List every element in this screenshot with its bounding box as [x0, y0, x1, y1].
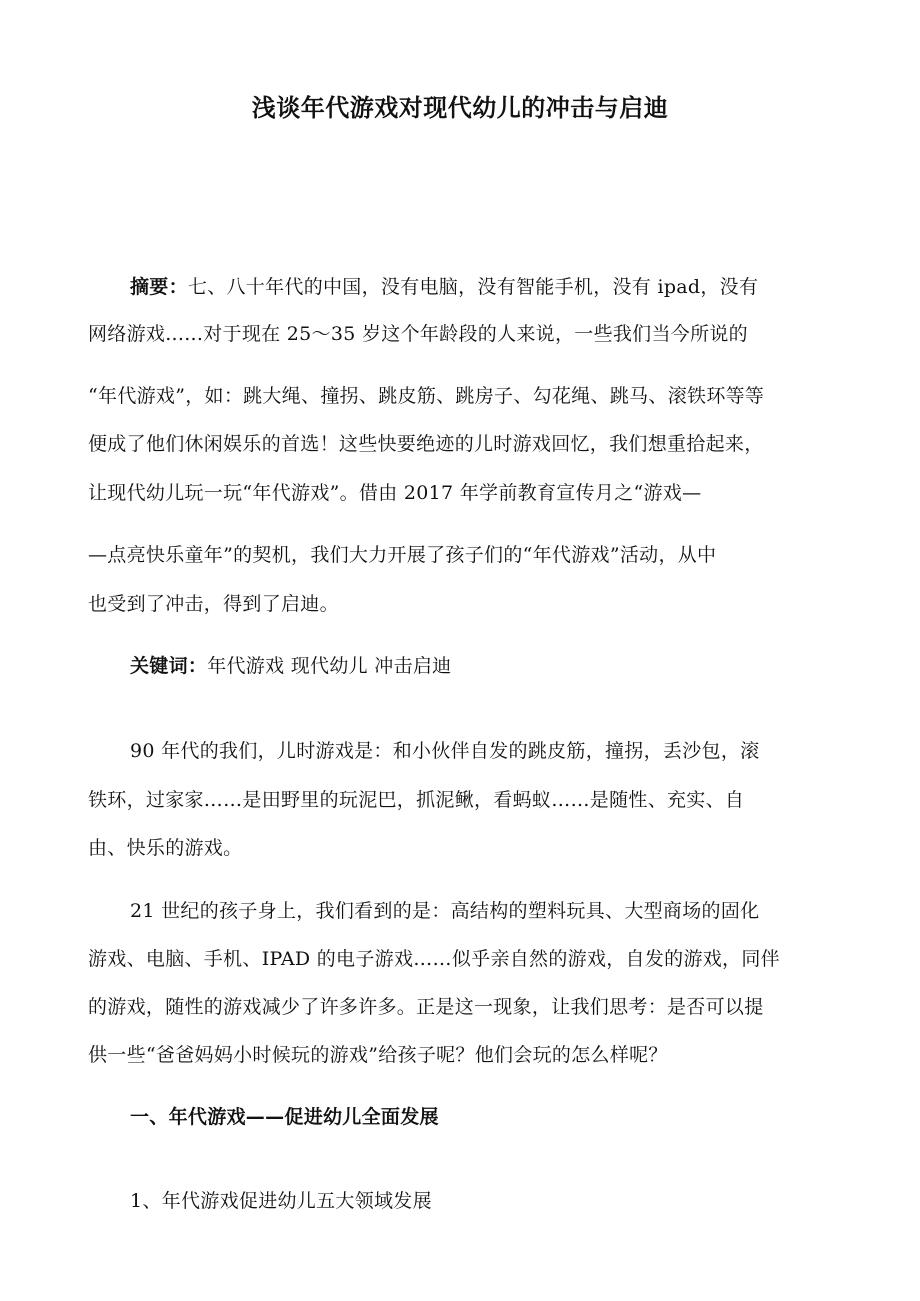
section-heading-1: 一、年代游戏——促进幼儿全面发展: [130, 1106, 439, 1128]
keywords-line: [130, 652, 451, 680]
paragraph-2-line-2: 游戏、电脑、手机、IPAD 的电子游戏……似乎亲自然的游戏，自发的游戏，同伴: [88, 948, 780, 970]
keywords-text: 年代游戏 现代幼儿 冲击启迪: [207, 655, 452, 677]
abstract-line-5: 让现代幼儿玩一玩“年代游戏”。借由 2017 年学前教育宣传月之“游戏—: [88, 482, 702, 504]
subsection-heading-1: 1、年代游戏促进幼儿五大领域发展: [130, 1190, 432, 1212]
abstract-line-2: 网络游戏......对于现在 25～35 岁这个年龄段的人来说，一些我们当今所说的: [88, 323, 748, 345]
paragraph-2-line-1: 21 世纪的孩子身上，我们看到的是：高结构的塑料玩具、大型商场的固化: [130, 900, 760, 922]
paragraph-2-line-3: 的游戏，随性的游戏减少了许多许多。正是这一现象，让我们思考：是否可以提: [88, 996, 764, 1018]
keywords-label: 关键词：: [130, 655, 208, 677]
document-title: 浅谈年代游戏对现代幼儿的冲击与启迪: [251, 94, 669, 122]
abstract-line-1: [130, 273, 758, 301]
abstract-line-7: 也受到了冲击，得到了启迪。: [88, 593, 339, 615]
paragraph-1-line-2: 铁环，过家家……是田野里的玩泥巴，抓泥鳅，看蚂蚁……是随性、充实、自: [88, 789, 745, 811]
paragraph-1-line-1: 90 年代的我们，儿时游戏是：和小伙伴自发的跳皮筋，撞拐，丢沙包，滚: [130, 740, 760, 762]
abstract-text-1: 七、八十年代的中国，没有电脑，没有智能手机，没有 ipad，没有: [187, 276, 759, 298]
paragraph-2-line-4: 供一些“爸爸妈妈小时候玩的游戏”给孩子呢？他们会玩的怎么样呢？: [88, 1044, 668, 1066]
abstract-line-3: “年代游戏”，如：跳大绳、撞拐、跳皮筋、跳房子、勾花绳、跳马、滚铁环等等: [88, 385, 765, 407]
abstract-line-6: —点亮快乐童年”的契机，我们大力开展了孩子们的“年代游戏”活动，从中: [88, 544, 717, 566]
abstract-label: 摘要：: [130, 276, 188, 298]
paragraph-1-line-3: 由、快乐的游戏。: [88, 837, 243, 859]
abstract-line-4: 便成了他们休闲娱乐的首选！这些快要绝迹的儿时游戏回忆，我们想重拾起来，: [88, 433, 764, 455]
